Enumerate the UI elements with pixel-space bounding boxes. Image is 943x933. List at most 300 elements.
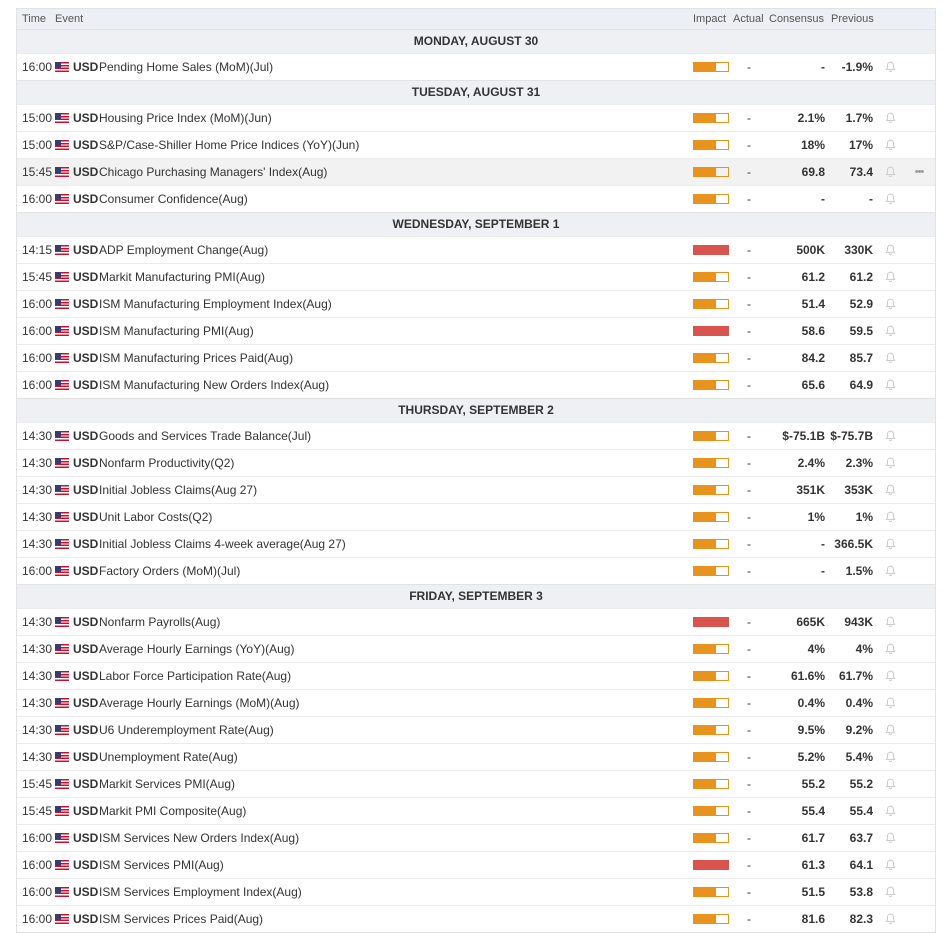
impact-indicator [693,617,729,627]
event-consensus: 2.1% [797,111,825,125]
us-flag-icon [55,671,71,681]
event-consensus: 51.5 [801,885,825,899]
bell-icon[interactable] [875,325,905,337]
bell-icon[interactable] [875,166,905,178]
impact-indicator [693,62,729,72]
impact-indicator [693,326,729,336]
impact-indicator [693,140,729,150]
us-flag-icon [55,380,71,390]
event-currency: USD [73,912,99,926]
event-consensus: - [821,564,825,578]
us-flag-icon [55,431,71,441]
bell-icon[interactable] [875,244,905,256]
event-currency: USD [73,777,99,791]
us-flag-icon [55,272,71,282]
event-actual: - [747,804,751,818]
event-name[interactable]: Chicago Purchasing Managers' Index(Aug) [99,165,328,179]
event-row[interactable] [17,344,935,371]
event-row[interactable] [17,131,935,158]
event-time: 15:00 [22,138,53,152]
event-time: 16:00 [22,60,53,74]
event-consensus: 69.8 [801,165,825,179]
event-previous: 63.7 [849,831,873,845]
bell-icon[interactable] [875,430,905,442]
event-time: 15:45 [22,777,53,791]
event-currency: USD [73,537,99,551]
event-actual: - [747,378,751,392]
event-time: 14:30 [22,537,53,551]
impact-indicator [693,752,729,762]
event-currency: USD [73,138,99,152]
us-flag-icon [55,698,71,708]
us-flag-icon [55,353,71,363]
event-name[interactable]: Factory Orders (MoM)(Jul) [99,564,241,578]
event-previous: 330K [844,243,873,257]
impact-indicator [693,644,729,654]
event-time: 16:00 [22,351,53,365]
bell-icon[interactable] [875,805,905,817]
event-previous: 17% [848,138,873,152]
us-flag-icon [55,140,71,150]
event-time: 16:00 [22,831,53,845]
event-previous: 64.9 [849,378,873,392]
event-time: 14:30 [22,723,53,737]
event-currency: USD [73,510,99,524]
event-actual: - [747,165,751,179]
impact-indicator [693,698,729,708]
impact-indicator [693,539,729,549]
event-consensus: 665K [796,615,825,629]
bell-icon[interactable] [875,859,905,871]
bell-icon[interactable] [875,832,905,844]
bell-icon[interactable] [875,112,905,124]
event-actual: - [747,111,751,125]
event-row[interactable] [17,824,935,851]
event-row[interactable] [17,263,935,290]
event-currency: USD [73,858,99,872]
event-consensus: 61.7 [801,831,825,845]
event-row[interactable] [17,878,935,905]
event-name[interactable]: ISM Manufacturing Employment Index(Aug) [99,297,332,311]
event-name[interactable]: Nonfarm Payrolls(Aug) [99,615,221,629]
event-previous: 52.9 [849,297,873,311]
event-time: 14:30 [22,669,53,683]
event-row[interactable] [17,608,935,635]
event-name[interactable]: Average Hourly Earnings (MoM)(Aug) [99,696,300,710]
impact-indicator [693,833,729,843]
event-time: 14:30 [22,750,53,764]
event-currency: USD [73,456,99,470]
event-consensus: 0.4% [797,696,825,710]
event-consensus: 4% [807,642,825,656]
event-time: 15:45 [22,270,53,284]
event-currency: USD [73,696,99,710]
header-actual[interactable]: Actual [733,13,764,25]
event-time: 15:00 [22,111,53,125]
event-name[interactable]: Markit Manufacturing PMI(Aug) [99,270,266,284]
event-row[interactable] [17,290,935,317]
event-previous: 366.5K [834,537,873,551]
event-previous: 1% [855,510,873,524]
bell-icon[interactable] [875,886,905,898]
header-previous[interactable]: Previous [831,13,874,25]
us-flag-icon [55,617,71,627]
event-consensus: 351K [796,483,825,497]
event-name[interactable]: Initial Jobless Claims(Aug 27) [99,483,258,497]
event-consensus: 65.6 [801,378,825,392]
event-time: 16:00 [22,858,53,872]
us-flag-icon [55,167,71,177]
event-actual: - [747,510,751,524]
us-flag-icon [55,485,71,495]
event-time: 14:15 [22,243,53,257]
day-header: THURSDAY, SEPTEMBER 2 [17,398,935,422]
event-actual: - [747,456,751,470]
bell-icon[interactable] [875,484,905,496]
event-actual: - [747,243,751,257]
event-consensus: 81.6 [801,912,825,926]
event-previous: 53.8 [849,885,873,899]
event-consensus: - [821,60,825,74]
event-previous: 64.1 [849,858,873,872]
event-time: 14:30 [22,429,53,443]
event-name[interactable]: ISM Manufacturing New Orders Index(Aug) [99,378,330,392]
event-consensus: 61.3 [801,858,825,872]
event-previous: 9.2% [845,723,873,737]
event-consensus: 5.2% [797,750,825,764]
event-name[interactable]: Consumer Confidence(Aug) [99,192,248,206]
event-time: 14:30 [22,696,53,710]
day-header: FRIDAY, SEPTEMBER 3 [17,584,935,608]
event-name[interactable]: ADP Employment Change(Aug) [99,243,269,257]
event-consensus: 500K [796,243,825,257]
event-row[interactable] [17,689,935,716]
event-actual: - [747,138,751,152]
event-currency: USD [73,750,99,764]
us-flag-icon [55,194,71,204]
event-name[interactable]: Housing Price Index (MoM)(Jun) [99,111,272,125]
impact-indicator [693,887,729,897]
event-time: 15:45 [22,804,53,818]
impact-indicator [693,167,729,177]
event-name[interactable]: Labor Force Participation Rate(Aug) [99,669,292,683]
event-row[interactable] [17,158,935,185]
event-currency: USD [73,564,99,578]
event-time: 14:30 [22,456,53,470]
event-consensus: 58.6 [801,324,825,338]
economic-calendar-table [16,8,936,933]
event-previous: 1.7% [845,111,873,125]
event-name[interactable]: S&P/Case-Shiller Home Price Indices (YoY)(Jun) [99,138,360,152]
event-consensus: 61.6% [790,669,825,683]
event-consensus: 51.4 [801,297,825,311]
event-currency: USD [73,324,99,338]
bell-icon[interactable] [875,751,905,763]
event-currency: USD [73,297,99,311]
event-row[interactable] [17,716,935,743]
us-flag-icon [55,644,71,654]
event-actual: - [747,60,751,74]
event-consensus: - [821,192,825,206]
event-actual: - [747,858,751,872]
event-previous: 0.4% [845,696,873,710]
bell-icon[interactable] [875,298,905,310]
event-currency: USD [73,723,99,737]
event-time: 16:00 [22,192,53,206]
us-flag-icon [55,725,71,735]
us-flag-icon [55,833,71,843]
bell-icon[interactable] [875,670,905,682]
event-time: 15:45 [22,165,53,179]
event-previous: 82.3 [849,912,873,926]
event-currency: USD [73,243,99,257]
us-flag-icon [55,113,71,123]
event-row[interactable] [17,185,935,212]
bell-icon[interactable] [875,511,905,523]
event-row[interactable] [17,371,935,398]
event-currency: USD [73,60,99,74]
us-flag-icon [55,299,71,309]
event-row[interactable] [17,743,935,770]
impact-indicator [693,194,729,204]
event-name[interactable]: Markit PMI Composite(Aug) [99,804,247,818]
event-time: 16:00 [22,885,53,899]
event-currency: USD [73,615,99,629]
event-actual: - [747,912,751,926]
event-actual: - [747,297,751,311]
impact-indicator [693,806,729,816]
event-currency: USD [73,483,99,497]
event-time: 16:00 [22,324,53,338]
table-body [17,29,935,932]
event-currency: USD [73,804,99,818]
us-flag-icon [55,806,71,816]
event-previous: 61.2 [849,270,873,284]
event-currency: USD [73,669,99,683]
event-name[interactable]: Unit Labor Costs(Q2) [99,510,213,524]
event-consensus: 9.5% [797,723,825,737]
us-flag-icon [55,512,71,522]
event-actual: - [747,642,751,656]
event-row[interactable] [17,530,935,557]
event-actual: - [747,192,751,206]
event-name[interactable]: Average Hourly Earnings (YoY)(Aug) [99,642,295,656]
event-currency: USD [73,378,99,392]
bell-icon[interactable] [875,616,905,628]
event-actual: - [747,723,751,737]
us-flag-icon [55,326,71,336]
event-row[interactable] [17,503,935,530]
event-previous: 943K [844,615,873,629]
impact-indicator [693,299,729,309]
event-consensus: $-75.1B [782,429,825,443]
event-actual: - [747,831,751,845]
event-actual: - [747,669,751,683]
bell-icon[interactable] [875,565,905,577]
us-flag-icon [55,860,71,870]
event-currency: USD [73,831,99,845]
event-name[interactable]: ISM Services Prices Paid(Aug) [99,912,264,926]
event-previous: 73.4 [849,165,873,179]
event-previous: - [869,192,873,206]
event-name[interactable]: Unemployment Rate(Aug) [99,750,238,764]
event-actual: - [747,324,751,338]
event-actual: - [747,429,751,443]
event-time: 14:30 [22,483,53,497]
bell-icon[interactable] [875,697,905,709]
event-actual: - [747,696,751,710]
table-header [17,8,935,29]
bell-icon[interactable] [875,643,905,655]
event-previous: 55.2 [849,777,873,791]
bell-icon[interactable] [875,61,905,73]
bell-icon[interactable] [875,457,905,469]
impact-indicator [693,431,729,441]
event-name[interactable]: ISM Services New Orders Index(Aug) [99,831,300,845]
bell-icon[interactable] [875,913,905,925]
impact-indicator [693,725,729,735]
bell-icon[interactable] [875,538,905,550]
impact-indicator [693,566,729,576]
event-row[interactable] [17,635,935,662]
impact-indicator [693,380,729,390]
event-name[interactable]: Goods and Services Trade Balance(Jul) [99,429,312,443]
event-row[interactable] [17,236,935,263]
event-actual: - [747,483,751,497]
event-name[interactable]: ISM Services PMI(Aug) [99,858,224,872]
event-time: 16:00 [22,297,53,311]
event-row[interactable] [17,851,935,878]
us-flag-icon [55,62,71,72]
day-header: MONDAY, AUGUST 30 [17,29,935,53]
event-actual: - [747,885,751,899]
event-name[interactable]: Nonfarm Productivity(Q2) [99,456,235,470]
us-flag-icon [55,245,71,255]
event-consensus: 55.4 [801,804,825,818]
event-actual: - [747,615,751,629]
event-name[interactable]: Markit Services PMI(Aug) [99,777,236,791]
impact-indicator [693,860,729,870]
event-row[interactable] [17,449,935,476]
header-time[interactable]: Time [22,13,47,25]
impact-indicator [693,914,729,924]
event-actual: - [747,564,751,578]
event-previous: -1.9% [841,60,873,74]
event-row[interactable] [17,662,935,689]
event-previous: 55.4 [849,804,873,818]
event-previous: 85.7 [849,351,873,365]
event-previous: 59.5 [849,324,873,338]
event-time: 16:00 [22,378,53,392]
event-currency: USD [73,111,99,125]
event-currency: USD [73,192,99,206]
event-time: 16:00 [22,912,53,926]
header-consensus[interactable]: Consensus [769,13,825,25]
event-currency: USD [73,165,99,179]
event-consensus: 18% [800,138,825,152]
us-flag-icon [55,566,71,576]
bell-icon[interactable] [875,271,905,283]
event-consensus: 61.2 [801,270,825,284]
impact-indicator [693,779,729,789]
event-actual: - [747,270,751,284]
event-currency: USD [73,642,99,656]
event-previous: 61.7% [838,669,873,683]
event-row[interactable] [17,53,935,80]
event-time: 14:30 [22,615,53,629]
more-options-icon[interactable]: ••• [914,166,924,178]
us-flag-icon [55,914,71,924]
event-row[interactable] [17,797,935,824]
event-consensus: 2.4% [797,456,825,470]
impact-indicator [693,671,729,681]
event-consensus: 55.2 [801,777,825,791]
impact-indicator [693,245,729,255]
day-header: WEDNESDAY, SEPTEMBER 1 [17,212,935,236]
bell-icon[interactable] [875,139,905,151]
us-flag-icon [55,887,71,897]
event-name[interactable]: Pending Home Sales (MoM)(Jul) [99,60,274,74]
impact-indicator [693,458,729,468]
event-previous: 353K [844,483,873,497]
event-row[interactable] [17,557,935,584]
event-previous: 1.5% [845,564,873,578]
bell-icon[interactable] [875,193,905,205]
event-actual: - [747,777,751,791]
bell-icon[interactable] [875,724,905,736]
day-header: TUESDAY, AUGUST 31 [17,80,935,104]
event-name[interactable]: ISM Services Employment Index(Aug) [99,885,302,899]
us-flag-icon [55,779,71,789]
event-time: 14:30 [22,642,53,656]
event-currency: USD [73,351,99,365]
us-flag-icon [55,539,71,549]
event-previous: 5.4% [845,750,873,764]
event-previous: 4% [855,642,873,656]
event-consensus: 1% [807,510,825,524]
event-previous: 2.3% [845,456,873,470]
impact-indicator [693,113,729,123]
event-row[interactable] [17,476,935,503]
bell-icon[interactable] [875,379,905,391]
event-consensus: 84.2 [801,351,825,365]
event-row[interactable] [17,422,935,449]
event-row[interactable] [17,317,935,344]
impact-indicator [693,353,729,363]
event-currency: USD [73,429,99,443]
header-event[interactable]: Event [55,13,84,25]
event-name[interactable]: ISM Manufacturing Prices Paid(Aug) [99,351,294,365]
event-name[interactable]: Initial Jobless Claims 4-week average(Aug 27) [99,537,346,551]
event-row[interactable] [17,104,935,131]
event-name[interactable]: ISM Manufacturing PMI(Aug) [99,324,254,338]
impact-indicator [693,512,729,522]
event-currency: USD [73,270,99,284]
event-name[interactable]: U6 Underemployment Rate(Aug) [99,723,274,737]
bell-icon[interactable] [875,352,905,364]
event-row[interactable] [17,770,935,797]
event-time: 14:30 [22,510,53,524]
event-consensus: - [821,537,825,551]
event-row[interactable] [17,905,935,932]
us-flag-icon [55,458,71,468]
event-time: 16:00 [22,564,53,578]
impact-indicator [693,272,729,282]
event-actual: - [747,351,751,365]
bell-icon[interactable] [875,778,905,790]
event-currency: USD [73,885,99,899]
header-impact[interactable]: Impact [693,13,727,25]
